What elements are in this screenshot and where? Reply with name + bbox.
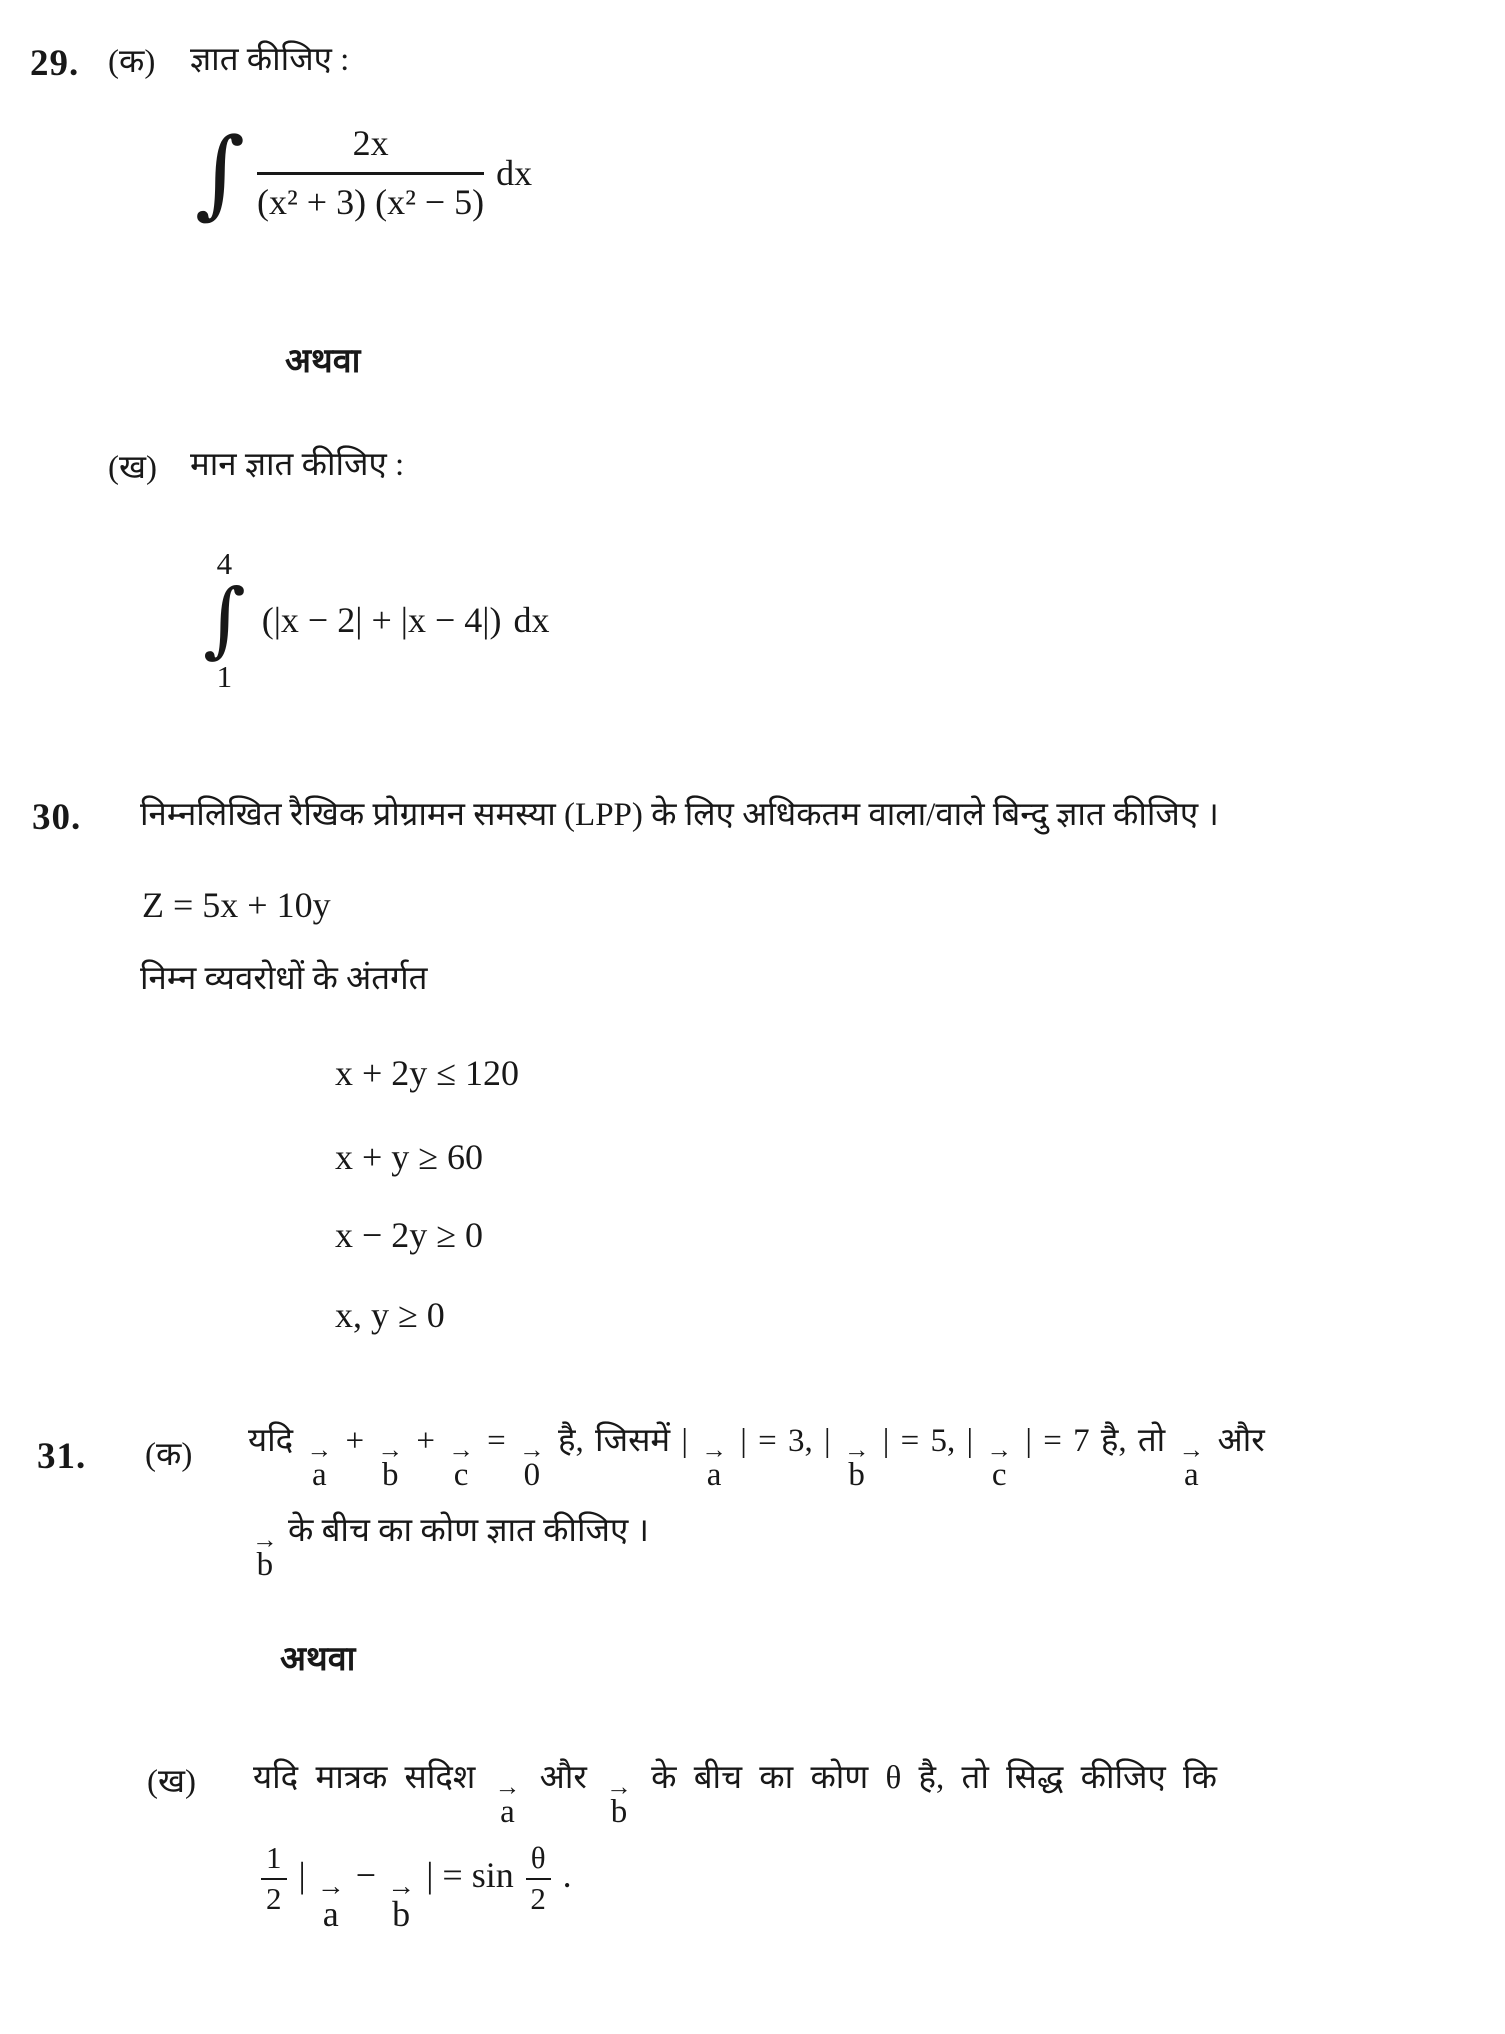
fraction (257, 122, 484, 223)
vector-arrow-icon: → (606, 1772, 632, 1802)
q30-constraint-4: x, y ≥ 0 (335, 1295, 445, 1335)
integrand: (|x − 2| + |x − 4|) (261, 599, 502, 640)
vector-arrow-icon: → (1178, 1435, 1205, 1465)
q30-subject-to-label: निम्न व्यवरोधों के अंतर्गत (140, 961, 428, 997)
question-30-number: 30. (32, 797, 82, 838)
vector-arrow-icon: → (519, 1435, 545, 1465)
vector-a (1178, 1435, 1205, 1494)
vector-letter: b (392, 1894, 411, 1935)
vector-a (494, 1772, 521, 1831)
q31a-line2: → b के बीच का कोण ज्ञात कीजिए । (252, 1513, 650, 1584)
inline-fraction (526, 1842, 551, 1915)
vector-letter: 0 (523, 1457, 541, 1494)
vector-arrow-icon: → (986, 1435, 1013, 1465)
vector-letter: a (706, 1457, 722, 1494)
fraction-numerator: θ (526, 1842, 551, 1880)
vector-letter: c (991, 1457, 1007, 1494)
q30-statement: निम्नलिखित रैखिक प्रोग्रामन समस्या (LPP) के लिए अधिकतम वाला/वाले बिन्दु ज्ञात कीजिए । (140, 797, 1219, 833)
vector-arrow-icon: → (843, 1435, 870, 1465)
dx-suffix: dx (496, 152, 533, 193)
fraction-numerator: 1 (261, 1842, 287, 1880)
or-separator-1: अथवा (285, 343, 361, 380)
integral-with-limits (203, 546, 246, 694)
vector-b (252, 1525, 278, 1584)
inline-fraction (261, 1842, 287, 1915)
q30-constraint-2: x + y ≥ 60 (335, 1137, 484, 1177)
or-separator-2: अथवा (280, 1641, 356, 1678)
q31a-line1: यदि → a + → b + → c = → 0 है, जिसमें | → a | = 3, | → b | = 5, | → c | = 7 है, तो → a और (248, 1423, 1265, 1494)
q29b-prompt: मान ज्ञात कीजिए : (190, 447, 405, 483)
vector-arrow-icon: → (387, 1870, 416, 1902)
vector-arrow-icon: → (448, 1435, 474, 1465)
integral-sign: ∫ (203, 572, 246, 667)
q29a-prompt: ज्ञात कीजिए : (190, 42, 350, 78)
vector-b (377, 1435, 404, 1494)
vector-a (701, 1435, 727, 1494)
vector-arrow-icon: → (701, 1435, 727, 1465)
integral-upper-limit: 4 (216, 546, 233, 581)
fraction-denominator: 2 (530, 1880, 546, 1916)
vector-arrow-icon: → (494, 1772, 521, 1802)
q30-constraint-3: x − 2y ≥ 0 (335, 1215, 484, 1255)
vector-arrow-icon: → (252, 1525, 278, 1555)
vector-b (387, 1870, 416, 1935)
integral-sign: ∫ (195, 116, 246, 229)
vector-b (843, 1435, 870, 1494)
vector-letter: a (322, 1894, 339, 1935)
vector-letter: a (1184, 1457, 1199, 1494)
vector-b (606, 1772, 632, 1831)
q31b-part-label: (ख) (147, 1764, 196, 1800)
fraction-denominator: (x² + 3) (x² − 5) (257, 182, 485, 222)
vector-letter: b (256, 1547, 274, 1584)
question-29-number: 29. (30, 43, 80, 84)
integral-lower-limit: 1 (216, 658, 233, 694)
vector-a (306, 1435, 333, 1494)
q30-objective-function: Z = 5x + 10y (142, 885, 331, 925)
q29a-part-label: (क) (108, 44, 156, 80)
vector-letter: b (610, 1794, 628, 1831)
vector-c (448, 1435, 474, 1494)
vector-0 (519, 1435, 545, 1494)
vector-letter: a (312, 1457, 327, 1494)
vector-a (316, 1870, 345, 1935)
dx-suffix: dx (513, 599, 550, 640)
vector-letter: a (500, 1794, 515, 1831)
vector-arrow-icon: → (316, 1870, 345, 1902)
question-31-number: 31. (37, 1436, 87, 1477)
q29b-integral-formula (203, 546, 549, 694)
q29b-part-label: (ख) (108, 450, 157, 486)
q29a-integral-formula (195, 116, 533, 229)
q31b-formula: $\frac{1}{2}$ | → a − → b | = sin $\frac{\theta}{2}$ . (258, 1842, 572, 1932)
q31a-part-label: (क) (145, 1437, 193, 1473)
q31b-line1: यदि मात्रक सदिश → a और → b के बीच का कोण θ है, तो सिद्ध कीजिए कि (253, 1760, 1217, 1831)
fraction-numerator: 2x (257, 122, 484, 175)
vector-arrow-icon: → (377, 1435, 404, 1465)
vector-arrow-icon: → (306, 1435, 333, 1465)
vector-letter: b (848, 1457, 865, 1494)
fraction-denominator: 2 (266, 1880, 282, 1916)
q30-constraint-1: x + 2y ≤ 120 (335, 1053, 520, 1093)
vector-letter: b (381, 1457, 399, 1494)
vector-c (986, 1435, 1013, 1494)
vector-letter: c (453, 1457, 469, 1494)
